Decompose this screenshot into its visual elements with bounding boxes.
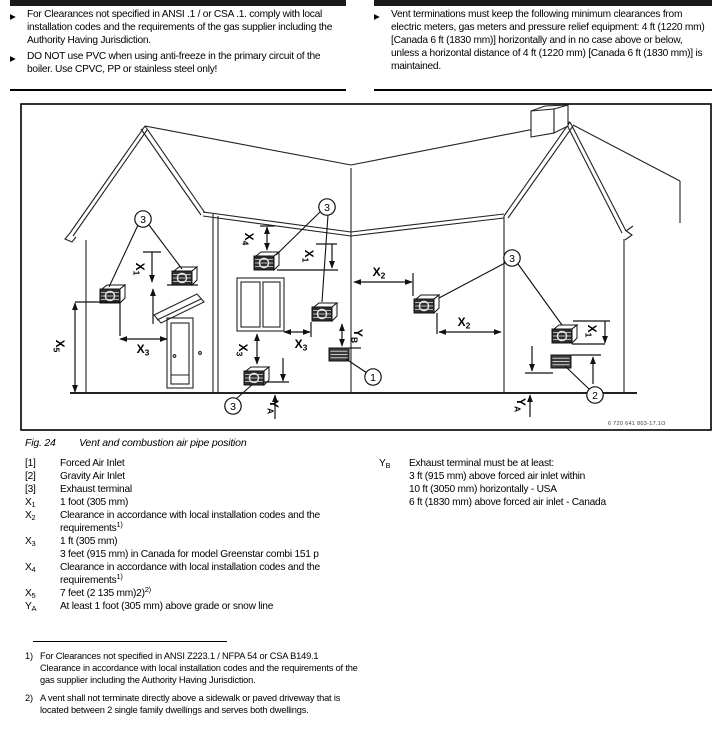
exhaust-terminal bbox=[100, 285, 125, 303]
callout-3 bbox=[319, 199, 335, 215]
dim-label-x3: $X_3$ bbox=[136, 342, 150, 358]
vent-diagram bbox=[20, 103, 712, 431]
column-rule-left bbox=[10, 89, 346, 91]
exhaust-terminal bbox=[414, 295, 439, 313]
dim-label-ya: $Y_A$ bbox=[512, 397, 528, 413]
callout-3 bbox=[225, 398, 241, 414]
svg-text:1: 1 bbox=[370, 372, 376, 384]
dim-label-x1: $X_1$ bbox=[583, 324, 599, 338]
legend-row: $X_5$ 7 feet (2 135 mm)2)$^{2)}$ bbox=[25, 585, 151, 600]
legend-row: [3] Exhaust terminal bbox=[25, 484, 132, 495]
dim-label-yb: $Y_B$ bbox=[349, 328, 365, 344]
legend-right bbox=[379, 457, 709, 509]
doc-number: 6 720 641 803-17.1O bbox=[608, 421, 666, 427]
column-rule-right bbox=[374, 89, 712, 91]
dim-label-x2: $X_2$ bbox=[457, 315, 471, 331]
exhaust-terminal bbox=[552, 325, 577, 343]
exhaust-terminal bbox=[254, 252, 279, 270]
svg-text:3: 3 bbox=[509, 253, 515, 265]
window bbox=[237, 278, 284, 331]
svg-text:3: 3 bbox=[230, 401, 236, 413]
note-item bbox=[10, 51, 347, 77]
dim-label-x3: $X_3$ bbox=[294, 337, 308, 353]
dim-label-ya: $Y_A$ bbox=[265, 399, 281, 415]
note-text: DO NOT use PVC when using anti-freeze in the primary circuit of the boiler. Use CPVC, PP or stainless steel only! bbox=[27, 50, 321, 75]
dim-label-x4: $X_4$ bbox=[240, 232, 256, 246]
legend-row: [1] Forced Air Inlet bbox=[25, 458, 125, 469]
note-item bbox=[10, 9, 347, 48]
dim-label-x1: $X_1$ bbox=[131, 262, 147, 276]
footnote: 2) A vent shall not terminate directly above a sidewalk or paved driveway that is located between 2 single family dwellings and serves both dwellings. bbox=[25, 693, 341, 716]
legend-row: $Y_A$ At least 1 foot (305 mm) above grade or snow line bbox=[25, 601, 274, 613]
note-item bbox=[374, 9, 712, 74]
dim-label-x2: $X_2$ bbox=[372, 265, 386, 281]
cropped-table-bar-right bbox=[374, 0, 712, 6]
legend-row: $X_1$ 1 foot (305 mm) bbox=[25, 497, 129, 509]
footnote-separator bbox=[33, 641, 227, 642]
legend-row: $X_2$ Clearance in accordance with local installation codes and the requirements$^{1)}$ bbox=[25, 510, 320, 534]
svg-text:3: 3 bbox=[324, 202, 330, 214]
footnotes bbox=[25, 651, 360, 724]
note-text: For Clearances not specified in ANSI .1 / or CSA .1. comply with local installation codes and the requirements of the gas supplier including the Authority Having Jurisdiction. bbox=[27, 9, 333, 46]
figure-caption-text: Vent and combustion air pipe position bbox=[79, 437, 247, 449]
exhaust-terminal bbox=[172, 267, 197, 285]
legend-row: $Y_B$ Exhaust terminal must be at least: 3 ft (915 mm) above forced air inlet within 10 ft (3050 mm) horizontally - USA 6 ft (1830 mm) above forced air inlet - Canada bbox=[379, 458, 606, 508]
exhaust-terminal bbox=[312, 303, 337, 321]
notes-column-left bbox=[10, 9, 347, 80]
svg-text:2: 2 bbox=[592, 390, 598, 402]
callout-3 bbox=[135, 211, 151, 227]
cropped-table-bar-left bbox=[10, 0, 346, 6]
dim-label-x1: $X_1$ bbox=[300, 249, 316, 263]
note-text: Vent terminations must keep the following minimum clearances from electric meters, gas meters and pressure relief equipment: 4 ft (1220 mm) [Canada 6 ft (1830 mm)] horizontally and in no case above or below, unless a horizontal distance of 4 ft (1220 mm) [Canada 6 ft (1830 mm)] is maintained. bbox=[391, 9, 705, 72]
bullet-arrow-icon: ▶ bbox=[10, 12, 16, 21]
gravity-air-inlet bbox=[551, 355, 571, 368]
dim-label-x5: $X_5$ bbox=[51, 339, 67, 353]
legend-row: $X_3$ 1 ft (305 mm) 3 feet (915 mm) in Canada for model Greenstar combi 151 p bbox=[25, 536, 319, 560]
legend-row: $X_4$ Clearance in accordance with local installation codes and the requirements$^{1)}$ bbox=[25, 562, 320, 586]
bullet-arrow-icon: ▶ bbox=[10, 53, 16, 63]
callout-2 bbox=[587, 387, 603, 403]
callout-1 bbox=[365, 369, 381, 385]
figure-caption bbox=[25, 437, 246, 449]
svg-text:3: 3 bbox=[140, 214, 146, 226]
legend-row: [2] Gravity Air Inlet bbox=[25, 471, 125, 482]
dim-label-x3: $X_3$ bbox=[234, 343, 250, 357]
figure-caption-label: Fig. 24 bbox=[25, 437, 56, 449]
callout-3 bbox=[504, 250, 520, 266]
bullet-arrow-icon: ▶ bbox=[374, 12, 380, 21]
notes-column-right bbox=[374, 9, 712, 77]
footnote: 1) For Clearances not specified in ANSI Z223.1 / NFPA 54 or CSA B149.1 Clearance in accordance with local installation codes and the requirements of the gas supplier including the Authority Having Jurisdiction. bbox=[25, 651, 358, 685]
legend-left bbox=[25, 457, 360, 613]
